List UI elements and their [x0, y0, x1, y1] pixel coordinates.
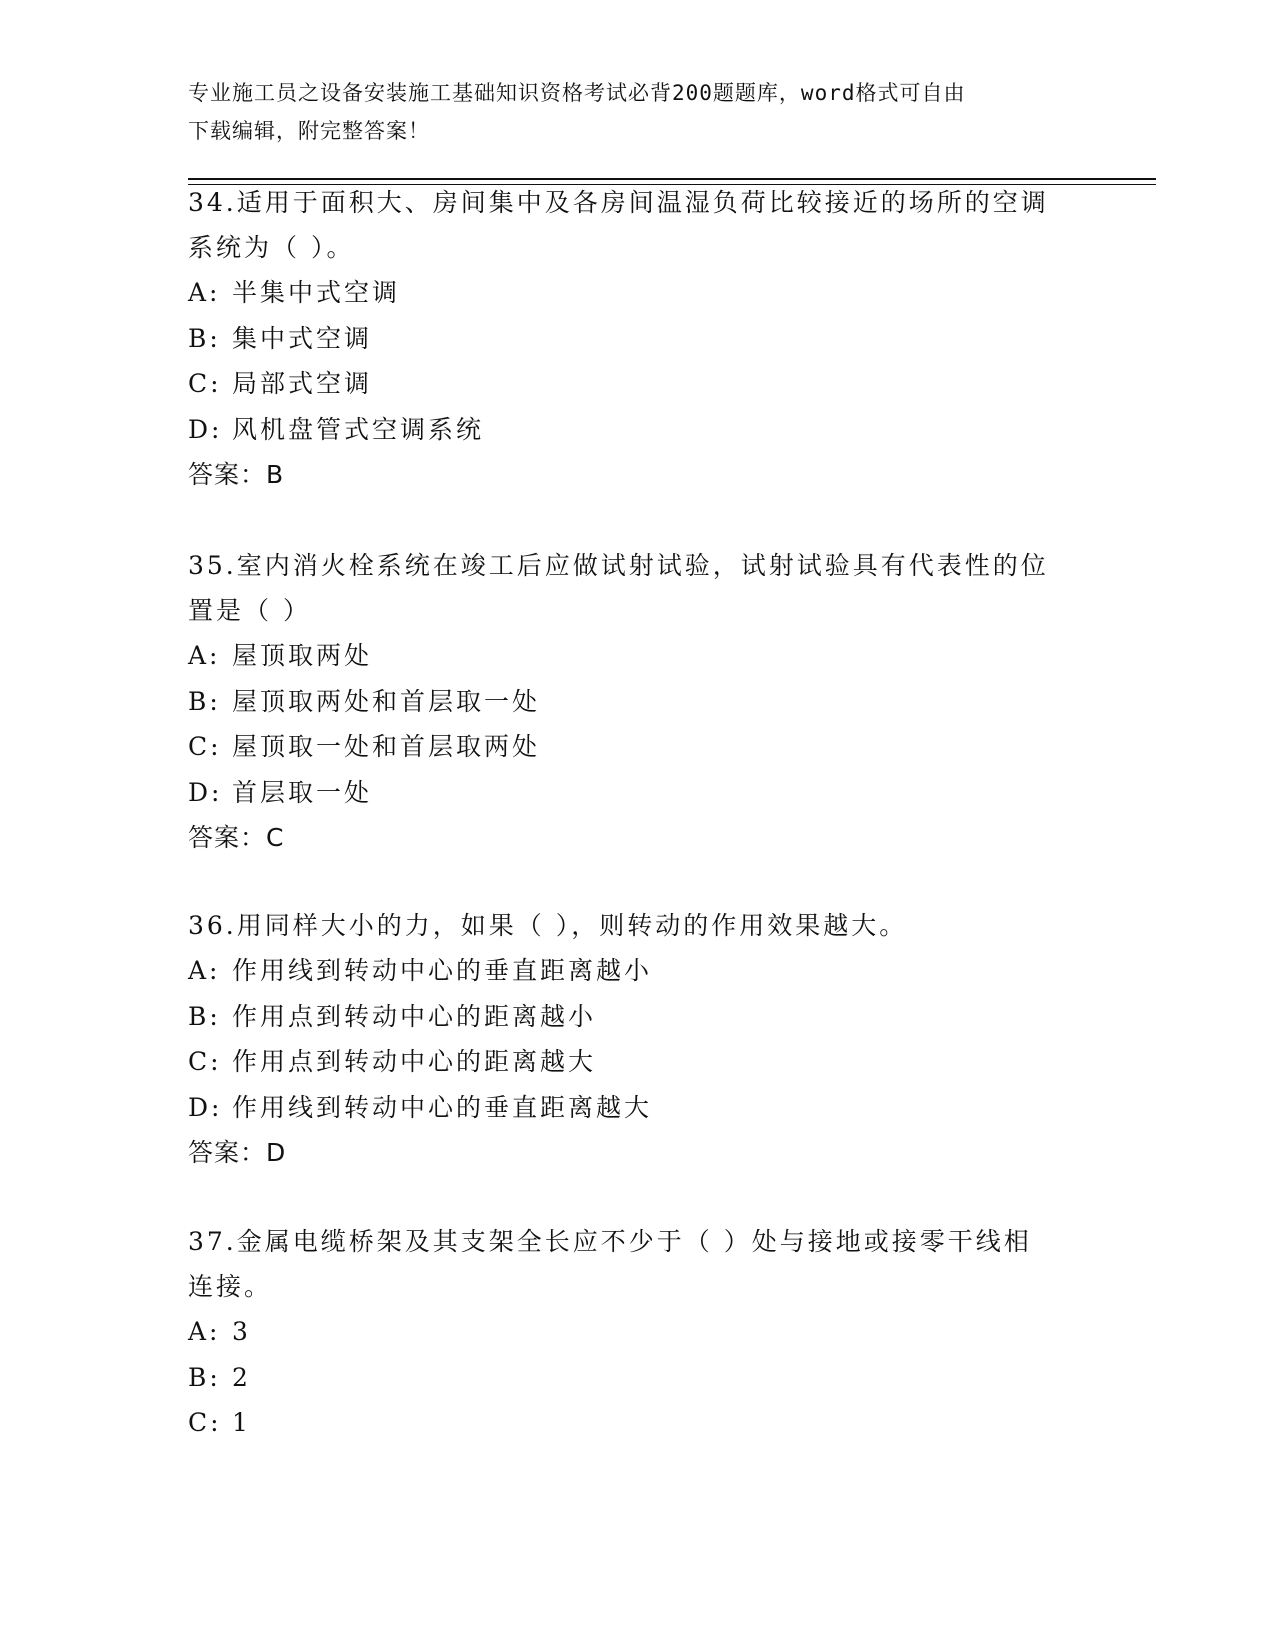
header-line-2: 下载编辑，附完整答案！: [188, 119, 430, 143]
option-letter: B:: [188, 1001, 221, 1031]
option-letter: A:: [188, 278, 221, 307]
option-letter: C:: [188, 732, 222, 761]
option-letter: B:: [188, 686, 221, 716]
option-text: 屋顶取两处: [232, 641, 373, 670]
question-stem-line-1: 35.室内消火栓系统在竣工后应做试射试验，试射试验具有代表性的位: [188, 551, 1049, 580]
option-text: 作用点到转动中心的距离越小: [232, 1001, 597, 1031]
option-letter: B:: [188, 1362, 221, 1392]
option-text: 屋顶取一处和首层取两处: [232, 732, 541, 761]
question-stem: [188, 1219, 1078, 1309]
option-text: 半集中式空调: [232, 278, 401, 307]
option-b: [188, 679, 1088, 725]
option-d: [188, 1085, 1088, 1131]
question-35: [188, 543, 1088, 860]
option-a: [188, 948, 1088, 994]
option-letter: A:: [188, 641, 221, 670]
question-stem-line-1: 37.金属电缆桥架及其支架全长应不少于（ ）处与接地或接零干线相: [188, 1227, 1032, 1256]
answer-line: 答案：C: [188, 823, 285, 852]
option-letter: C:: [188, 1047, 222, 1076]
question-37: [188, 1219, 1088, 1446]
option-text: 屋顶取两处和首层取一处: [232, 686, 541, 716]
option-text: 首层取一处: [232, 777, 373, 807]
question-34: [188, 180, 1088, 497]
document-header: [188, 74, 1068, 150]
option-b: [188, 994, 1088, 1040]
option-letter: B:: [188, 323, 221, 353]
option-text: 局部式空调: [232, 369, 373, 398]
option-c: [188, 361, 1088, 407]
option-b: [188, 1355, 1088, 1401]
option-letter: A:: [188, 1317, 221, 1346]
option-text: 1: [232, 1408, 251, 1437]
option-a: [188, 633, 1088, 679]
answer-line: 答案：B: [188, 460, 285, 489]
option-text: 风机盘管式空调系统: [232, 414, 485, 444]
option-b: [188, 316, 1088, 362]
option-d: [188, 407, 1088, 453]
question-36: [188, 903, 1088, 1175]
question-stem-line-1: 36.用同样大小的力，如果（ ），则转动的作用效果越大。: [188, 911, 908, 940]
option-c: [188, 1039, 1088, 1085]
question-stem-line-1: 34.适用于面积大、房间集中及各房间温湿负荷比较接近的场所的空调: [188, 188, 1049, 217]
option-letter: D:: [188, 1092, 223, 1122]
question-stem: [188, 180, 1078, 270]
option-letter: A:: [188, 956, 221, 985]
option-text: 2: [232, 1362, 251, 1392]
answer-line: 答案：D: [188, 1138, 287, 1167]
question-stem-line-2: 系统为（ ）。: [188, 233, 355, 262]
question-stem-line-2: 连接。: [188, 1272, 273, 1301]
option-text: 作用线到转动中心的垂直距离越大: [232, 1092, 653, 1122]
option-text: 集中式空调: [232, 323, 373, 353]
question-stem: [188, 903, 1078, 948]
option-a: [188, 1309, 1088, 1355]
option-letter: C:: [188, 1408, 222, 1437]
option-letter: D:: [188, 414, 223, 444]
option-letter: C:: [188, 369, 222, 398]
option-a: [188, 270, 1088, 316]
header-line-1: 专业施工员之设备安装施工基础知识资格考试必背200题题库，word格式可自由: [188, 81, 966, 105]
option-letter: D:: [188, 777, 223, 807]
option-d: [188, 770, 1088, 816]
option-c: [188, 1400, 1088, 1446]
option-text: 作用线到转动中心的垂直距离越小: [232, 956, 653, 985]
option-c: [188, 724, 1088, 770]
option-text: 3: [232, 1317, 251, 1346]
option-text: 作用点到转动中心的距离越大: [232, 1047, 597, 1076]
question-stem-line-2: 置是（ ）: [188, 596, 311, 625]
question-stem: [188, 543, 1078, 633]
